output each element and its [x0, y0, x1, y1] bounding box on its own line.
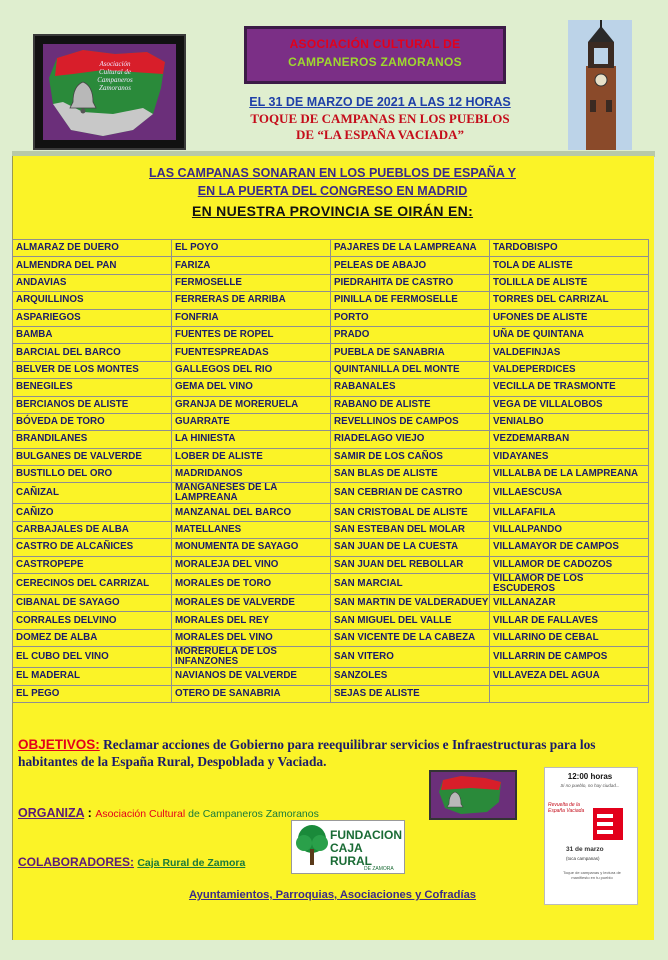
town-cell: VECILLA DE TRASMONTE — [490, 379, 649, 396]
town-cell: VILLANAZAR — [490, 595, 649, 612]
town-cell: SEJAS DE ALISTE — [331, 685, 490, 702]
objectives-text: Reclamar acciones de Gobierno para reequilibrar servicios e Infraestructuras para los habitantes de la España Rural, Despoblada y Vaciada. — [18, 737, 596, 769]
town-cell: PIEDRAHITA DE CASTRO — [331, 274, 490, 291]
town-cell: PUEBLA DE SANABRIA — [331, 344, 490, 361]
town-cell: FERMOSELLE — [172, 274, 331, 291]
table-row — [13, 309, 649, 326]
table-row — [13, 448, 649, 465]
flyer-graphic-icon — [545, 768, 637, 904]
town-cell: FUENTES DE ROPEL — [172, 326, 331, 343]
town-cell: GRANJA DE MORERUELA — [172, 396, 331, 413]
title-line-1: ASOCIACIÓN CULTURAL DE — [289, 37, 461, 51]
logo-text-line: Asociación — [99, 60, 131, 68]
town-cell: FUENTESPREADAS — [172, 344, 331, 361]
fundacion-line-1: FUNDACION — [330, 828, 402, 842]
town-cell: VILLALPANDO — [490, 521, 649, 538]
town-cell: BUSTILLO DEL ORO — [13, 466, 172, 483]
table-row — [13, 483, 649, 504]
town-cell: SAN BLAS DE ALISTE — [331, 466, 490, 483]
table-row — [13, 257, 649, 274]
town-cell: CORRALES DELVINO — [13, 612, 172, 629]
town-cell: ASPARIEGOS — [13, 309, 172, 326]
town-cell: SAN MARCIAL — [331, 574, 490, 595]
town-cell: ALMENDRA DEL PAN — [13, 257, 172, 274]
town-cell: MATELLANES — [172, 521, 331, 538]
town-cell: MORALES DE TORO — [172, 574, 331, 595]
table-row — [13, 274, 649, 291]
town-cell: BARCIAL DEL BARCO — [13, 344, 172, 361]
town-cell: SANZOLES — [331, 668, 490, 685]
town-cell: VILLAESCUSA — [490, 483, 649, 504]
town-cell: VILLAMOR DE LOS ESCUDEROS — [490, 574, 649, 595]
objectives-paragraph — [18, 736, 648, 770]
town-cell: VENIALBO — [490, 413, 649, 430]
flyer-date: 31 de marzo — [566, 846, 604, 853]
table-row — [13, 326, 649, 343]
table-row — [13, 629, 649, 646]
town-cell: PELEAS DE ABAJO — [331, 257, 490, 274]
table-row — [13, 396, 649, 413]
town-cell: PORTO — [331, 309, 490, 326]
colaboradores-label: COLABORADORES: — [18, 855, 134, 869]
intro-line-1: LAS CAMPANAS SONARAN EN LOS PUEBLOS DE ESPAÑA Y — [149, 166, 516, 180]
flyer-subtitle: Si no pueblo, no hay ciudad... — [560, 783, 620, 788]
town-cell: ANDAVIAS — [13, 274, 172, 291]
event-subtitle-line-2: DE “LA ESPAÑA VACIADA” — [296, 127, 464, 142]
logo-panel — [43, 44, 176, 140]
organiza-separator: : — [84, 806, 96, 820]
town-cell: SAN JUAN DEL REBOLLAR — [331, 556, 490, 573]
town-cell: NAVIANOS DE VALVERDE — [172, 668, 331, 685]
town-cell: CIBANAL DE SAYAGO — [13, 595, 172, 612]
town-cell: FARIZA — [172, 257, 331, 274]
town-cell: VILLARRIN DE CAMPOS — [490, 647, 649, 668]
town-cell: GEMA DEL VINO — [172, 379, 331, 396]
town-cell: MORALES DEL REY — [172, 612, 331, 629]
town-cell: QUINTANILLA DEL MONTE — [331, 361, 490, 378]
intro-line-3: EN NUESTRA PROVINCIA SE OIRÁN EN: — [191, 203, 474, 219]
town-cell: DOMEZ DE ALBA — [13, 629, 172, 646]
town-cell: BÓVEDA DE TORO — [13, 413, 172, 430]
town-cell: EL CUBO DEL VINO — [13, 647, 172, 668]
town-cell: MANGANESES DE LA LAMPREANA — [172, 483, 331, 504]
table-row — [13, 521, 649, 538]
town-cell: MORALES DEL VINO — [172, 629, 331, 646]
town-cell: EL POYO — [172, 240, 331, 257]
town-cell: VALDEPERDICES — [490, 361, 649, 378]
town-cell: MORERUELA DE LOS INFANZONES — [172, 647, 331, 668]
town-cell: TARDOBISPO — [490, 240, 649, 257]
town-cell: VILLAFAFILA — [490, 504, 649, 521]
town-cell: EL PEGO — [13, 685, 172, 702]
table-row — [13, 292, 649, 309]
flyer-footer: Toque de campanas y lectura de manifiesto en tu pueblo — [563, 870, 621, 880]
intro-line-2: EN LA PUERTA DEL CONGRESO EN MADRID — [197, 184, 468, 198]
bell-tower-icon — [568, 20, 632, 150]
flyer-campaign: Revuelta de la España Vaciada — [548, 802, 585, 814]
towns-table — [12, 239, 649, 703]
town-cell: MANZANAL DEL BARCO — [172, 504, 331, 521]
town-cell: SAN MARTIN DE VALDERADUEY — [331, 595, 490, 612]
town-cell: SAN CRISTOBAL DE ALISTE — [331, 504, 490, 521]
town-cell: RIADELAGO VIEJO — [331, 431, 490, 448]
organizer-logo-icon — [429, 770, 517, 820]
town-cell — [490, 685, 649, 702]
town-cell: SAN CEBRIAN DE CASTRO — [331, 483, 490, 504]
town-cell: ALMARAZ DE DUERO — [13, 240, 172, 257]
table-row — [13, 344, 649, 361]
town-cell: VILLARINO DE CEBAL — [490, 629, 649, 646]
town-cell: VEZDEMARBAN — [490, 431, 649, 448]
town-cell: ARQUILLINOS — [13, 292, 172, 309]
town-cell: TOLILLA DE ALISTE — [490, 274, 649, 291]
table-row — [13, 431, 649, 448]
town-cell: GUARRATE — [172, 413, 331, 430]
town-cell: PINILLA DE FERMOSELLE — [331, 292, 490, 309]
town-cell: VALDEFINJAS — [490, 344, 649, 361]
town-cell: RABANO DE ALISTE — [331, 396, 490, 413]
logo-text-line: Zamoranos — [99, 84, 131, 92]
organiza-name-part-1: Asociación Cultural — [95, 808, 189, 820]
town-cell: PRADO — [331, 326, 490, 343]
table-row — [13, 685, 649, 702]
organiza-name-part-2: de Campaneros Zamoranos — [188, 808, 319, 820]
town-cell: LOBER DE ALISTE — [172, 448, 331, 465]
town-cell: GALLEGOS DEL RIO — [172, 361, 331, 378]
event-subtitle-line-1: TOQUE DE CAMPANAS EN LOS PUEBLOS — [250, 111, 510, 126]
zamora-map-icon — [43, 44, 176, 140]
town-cell: SAMIR DE LOS CAÑOS — [331, 448, 490, 465]
town-cell: TORRES DEL CARRIZAL — [490, 292, 649, 309]
town-cell: REVELLINOS DE CAMPOS — [331, 413, 490, 430]
table-row — [13, 647, 649, 668]
flyer-time: 12:00 horas — [567, 772, 613, 781]
colaboradores-line — [18, 855, 245, 869]
table-row — [13, 539, 649, 556]
event-date: EL 31 DE MARZO DE 2021 A LAS 12 HORAS — [249, 95, 511, 109]
table-row — [13, 668, 649, 685]
town-cell: VIDAYANES — [490, 448, 649, 465]
table-row — [13, 595, 649, 612]
table-row — [13, 574, 649, 595]
table-row — [13, 504, 649, 521]
town-cell: MORALEJA DEL VINO — [172, 556, 331, 573]
town-cell: SAN VICENTE DE LA CABEZA — [331, 629, 490, 646]
town-cell: FONFRIA — [172, 309, 331, 326]
table-row — [13, 240, 649, 257]
town-cell: OTERO DE SANABRIA — [172, 685, 331, 702]
town-cell: BRANDILANES — [13, 431, 172, 448]
table-row — [13, 556, 649, 573]
town-cell: SAN JUAN DE LA CUESTA — [331, 539, 490, 556]
town-cell: VEGA DE VILLALOBOS — [490, 396, 649, 413]
town-cell: RABANALES — [331, 379, 490, 396]
town-cell: CAÑIZO — [13, 504, 172, 521]
flyer-hour: (toca campanas) — [566, 856, 600, 861]
town-cell: MADRIDANOS — [172, 466, 331, 483]
town-cell: VILLAVEZA DEL AGUA — [490, 668, 649, 685]
town-cell: EL MADERAL — [13, 668, 172, 685]
association-logo — [33, 34, 186, 150]
town-cell: UFONES DE ALISTE — [490, 309, 649, 326]
objectives-label: OBJETIVOS: — [18, 737, 100, 752]
town-cell: VILLAMAYOR DE CAMPOS — [490, 539, 649, 556]
tree-icon — [292, 821, 332, 871]
town-cell: CERECINOS DEL CARRIZAL — [13, 574, 172, 595]
table-row — [13, 466, 649, 483]
town-cell: VILLALBA DE LA LAMPREANA — [490, 466, 649, 483]
town-cell: CASTRO DE ALCAÑICES — [13, 539, 172, 556]
fundacion-line-3: RURAL — [330, 854, 372, 868]
fundacion-line-2: CAJA — [330, 841, 363, 855]
town-cell: VILLAMOR DE CADOZOS — [490, 556, 649, 573]
town-cell: LA HINIESTA — [172, 431, 331, 448]
town-cell: BELVER DE LOS MONTES — [13, 361, 172, 378]
footer-supporters: Ayuntamientos, Parroquias, Asociaciones y Cofradías — [188, 889, 477, 901]
town-cell: FERRERAS DE ARRIBA — [172, 292, 331, 309]
town-cell: TOLA DE ALISTE — [490, 257, 649, 274]
title-line-2: CAMPANEROS ZAMORANOS — [288, 55, 462, 69]
town-cell: SAN ESTEBAN DEL MOLAR — [331, 521, 490, 538]
town-cell: MONUMENTA DE SAYAGO — [172, 539, 331, 556]
town-cell: BENEGILES — [13, 379, 172, 396]
town-cell: MORALES DE VALVERDE — [172, 595, 331, 612]
colaboradores-name: Caja Rural de Zamora — [137, 857, 246, 869]
town-cell: CASTROPEPE — [13, 556, 172, 573]
town-cell: UÑA DE QUINTANA — [490, 326, 649, 343]
logo-text-line: Campaneros — [97, 76, 133, 84]
town-cell: BERCIANOS DE ALISTE — [13, 396, 172, 413]
organiza-label: ORGANIZA — [18, 806, 85, 820]
organiza-line — [18, 806, 319, 820]
town-cell: SAN VITERO — [331, 647, 490, 668]
table-row — [13, 361, 649, 378]
table-row — [13, 413, 649, 430]
title-box — [244, 26, 506, 84]
town-cell: PAJARES DE LA LAMPREANA — [331, 240, 490, 257]
town-cell: CARBAJALES DE ALBA — [13, 521, 172, 538]
fundacion-line-4: DE ZAMORA — [364, 866, 394, 872]
town-cell: VILLAR DE FALLAVES — [490, 612, 649, 629]
town-cell: BULGANES DE VALVERDE — [13, 448, 172, 465]
table-row — [13, 612, 649, 629]
logo-text-line: Cultural de — [98, 68, 132, 76]
town-cell: CAÑIZAL — [13, 483, 172, 504]
table-row — [13, 379, 649, 396]
town-cell: SAN MIGUEL DEL VALLE — [331, 612, 490, 629]
town-cell: BAMBA — [13, 326, 172, 343]
